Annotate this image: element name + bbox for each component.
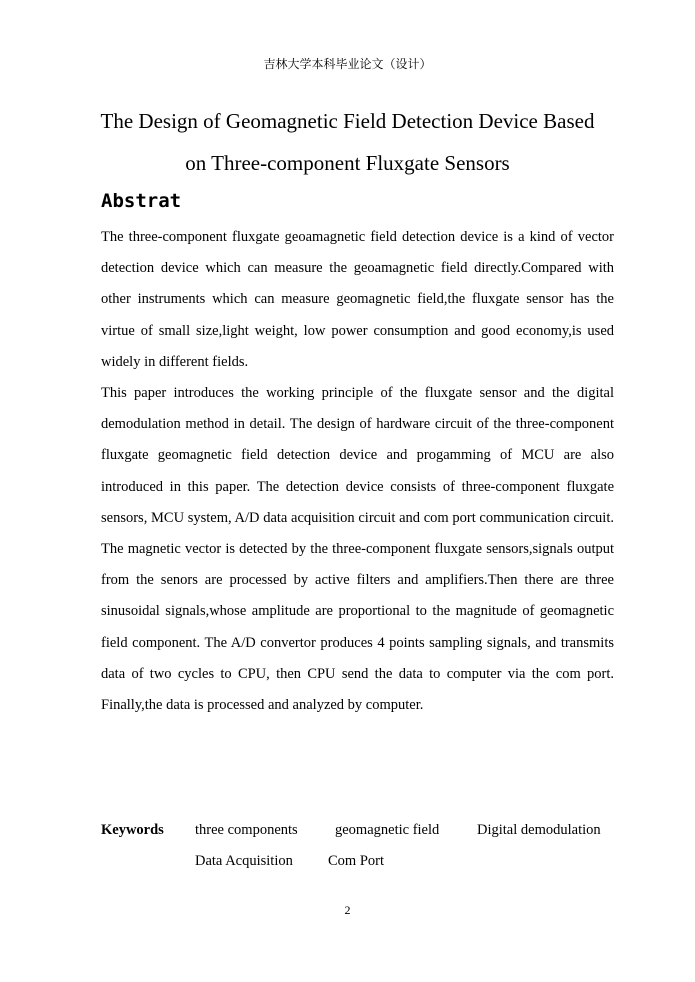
keyword-item: Data Acquisition [195, 853, 293, 869]
running-header: 吉林大学本科毕业论文（设计） [263, 57, 432, 71]
keyword-item: three components [195, 822, 298, 838]
keyword-item: geomagnetic field [335, 822, 440, 838]
abstract-body [101, 222, 614, 721]
keyword-item: Digital demodulation [477, 822, 601, 838]
paper-title-line-1: The Design of Geomagnetic Field Detection Device Based [100, 109, 595, 133]
paper-title-line-2: on Three-component Fluxgate Sensors [185, 151, 510, 175]
keyword-item: Com Port [328, 853, 384, 869]
paper-title [60, 100, 635, 184]
keywords-label: Keywords [101, 822, 164, 838]
abstract-heading: Abstrat [101, 190, 182, 212]
abstract-paragraph-2: This paper introduces the working principle of the fluxgate sensor and the digital demodulation method in detail. The design of hardware circuit of the three-component fluxgate geomagnetic field detection device and progamming of MCU are also introduced in this paper. The detection device consists of three-component fluxgate sensors, MCU system, A/D data acquisition circuit and com port communication circuit. The magnetic vector is detected by the three-component fluxgate sensors,signals output from the senors are processed by active filters and amplifiers.Then there are three sinusoidal signals,whose amplitude are proportional to the magnitude of geomagnetic field component. The A/D convertor produces 4 points sampling signals, and transmits data of two cycles to CPU, then CPU send the data to computer via the com port. Finally,the data is processed and analyzed by computer. [101, 385, 614, 714]
page-number: 2 [344, 903, 351, 917]
abstract-paragraph-1: The three-component fluxgate geoamagnetic field detection device is a kind of vector detection device which can measure the geoamagnetic field directly.Compared with other instruments which can measure geomagnetic field,the fluxgate sensor has the virtue of small size,light weight, low power consumption and good economy,is used widely in different fields. [101, 229, 614, 370]
